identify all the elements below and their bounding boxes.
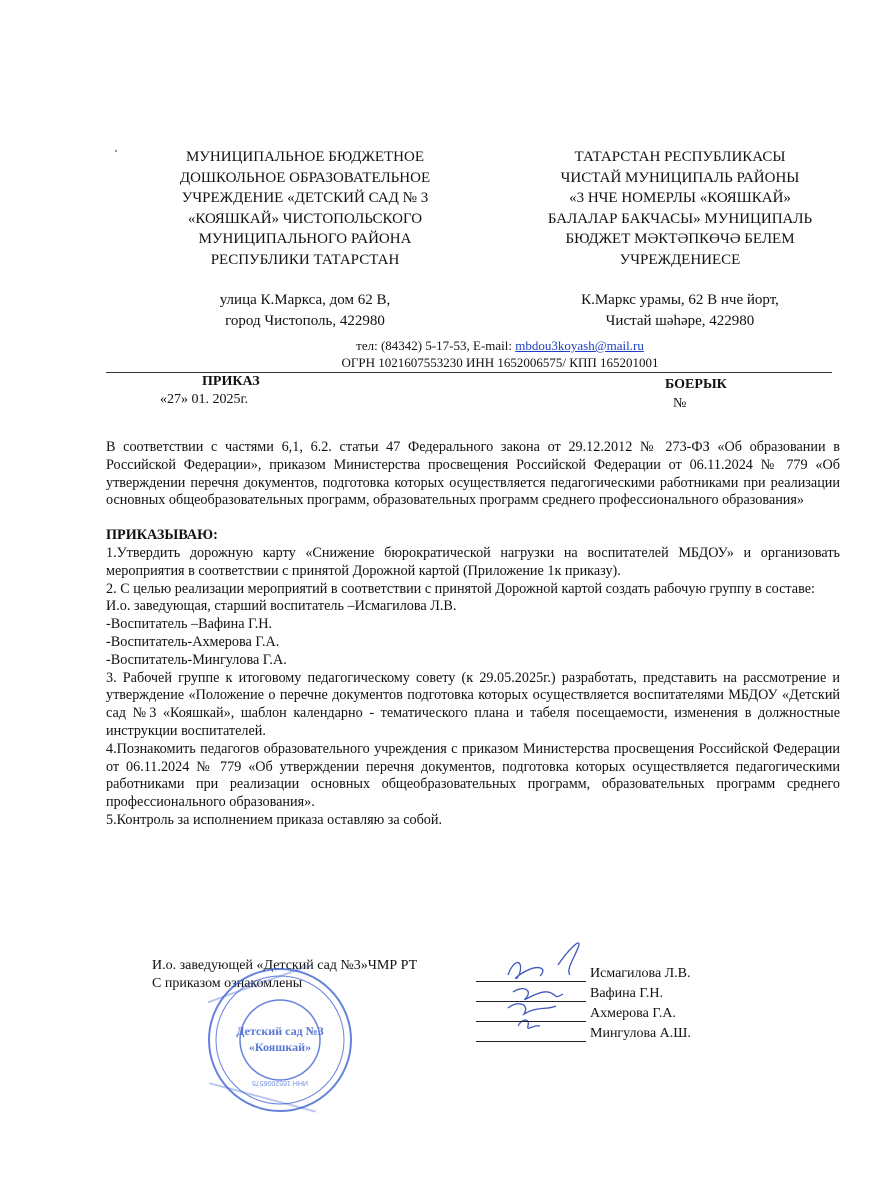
org-name-line: ДОШКОЛЬНОЕ ОБРАЗОВАТЕЛЬНОЕ <box>179 169 431 186</box>
acquainted-list <box>476 962 691 1042</box>
address-line: город Чистополь, 422980 <box>225 312 385 329</box>
org-name-line: «КОЯШКАЙ» ЧИСТОПОЛЬСКОГО <box>187 210 423 227</box>
address-line: улица К.Маркса, дом 62 В, <box>219 292 391 308</box>
signature-line <box>476 985 586 1002</box>
order-heading: ПРИКАЗЫВАЮ: <box>106 527 218 544</box>
order-item: -Воспитатель –Вафина Г.Н. <box>106 616 273 633</box>
signature-row <box>476 982 691 1002</box>
stamp-center-line2: «Кояшкай» <box>248 1040 312 1054</box>
org-name-line: УЧРЕЖДЕНИЕСЕ <box>619 251 741 268</box>
signer-name: Ахмерова Г.А. <box>590 1006 676 1021</box>
order-item: 5.Контроль за исполнением приказа оставляю за собой. <box>106 811 443 828</box>
order-title-tt-block <box>665 375 727 413</box>
scan-speck <box>115 150 117 152</box>
registration-numbers: ОГРН 1021607553230 ИНН 1652006575/ КПП 165201001 <box>341 355 659 370</box>
acquainted-label: С приказом ознакомлены <box>152 976 303 991</box>
email-link[interactable]: mbdou3koyash@mail.ru <box>515 338 644 353</box>
order-item: И.о. заведующая, старший воспитатель –Исмагилова Л.В. <box>106 598 457 615</box>
org-address <box>160 290 450 331</box>
signature-row <box>476 962 691 982</box>
phone-text: тел: (84342) 5-17-53, E-mail: <box>356 338 516 353</box>
order-item: 3. Рабочей группе к итоговому педагогическому совету (к 29.05.2025г.) разработать, представить на рассмотрение и утверждение «Положение о перечне документов подготовка которых осуществляется воспитателями МБДОУ «Детский сад №3 «Кояшкай», шаблон календарно - тематического плана и табеля посещаемости, изменения в должностные инструкции воспитателей. <box>106 669 840 739</box>
order-date: «27» 01. 2025г. <box>160 392 249 407</box>
intro-paragraph: В соответствии с частями 6,1, 6.2. статьи 47 Федерального закона от 29.12.2012 № 273-ФЗ «Об образовании в Российской Федерации», приказом Министерства просвещения Российской Федерации от 06.11.2024 № 779 «Об утверждении перечня документов, подготовка которых осуществляется педагогическими работниками при реализации основных общеобразовательных программ, образовательных программ среднего профессионального образования» <box>106 439 840 509</box>
signature-row <box>476 1002 691 1022</box>
official-stamp <box>205 965 355 1115</box>
signature-line <box>476 1005 586 1022</box>
signer-name: Вафина Г.Н. <box>590 986 663 1001</box>
header-right-org <box>530 147 830 331</box>
stamp-inn: ИНН 1652006575 <box>251 1079 309 1086</box>
order-item: 1.Утвердить дорожную карту «Снижение бюрократической нагрузки на воспитателей МБДОУ» и организовать мероприятия в соответствии с принятой Дорожной картой (Приложение 1к приказу). <box>106 544 840 579</box>
org-name-line: МУНИЦИПАЛЬНОЕ БЮДЖЕТНОЕ <box>185 149 425 165</box>
org-name-line: ЧИСТАЙ МУНИЦИПАЛЬ РАЙОНЫ <box>560 169 800 186</box>
org-name-line: ТАТАРСТАН РЕСПУБЛИКАСЫ <box>574 149 786 165</box>
phone-email-line <box>300 337 700 354</box>
spacer <box>106 510 840 527</box>
address-line: К.Маркс урамы, 62 В нче йорт, <box>581 292 779 308</box>
org-name-line: БАЛАЛАР БАКЧАСЫ» МУНИЦИПАЛЬ <box>547 210 813 227</box>
org-address <box>530 290 830 331</box>
org-name-line: РЕСПУБЛИКИ ТАТАРСТАН <box>210 251 400 268</box>
order-item: 4.Познакомить педагогов образовательного учреждения с приказом Министерства просвещения Российской Федерации от 06.11.2024 № 779 «Об утверждении перечня документов, подготовка которых осуществляется педагогическими работниками при реализации основных общеобразовательных программ, образовательных программ среднего профессионального образования». <box>106 740 840 811</box>
contact-info <box>300 337 700 371</box>
order-body <box>106 439 840 830</box>
header-left-org <box>160 147 450 331</box>
order-item: -Воспитатель-Ахмерова Г.А. <box>106 633 280 650</box>
order-number: № <box>673 396 687 411</box>
order-item: -Воспитатель-Мингулова Г.А. <box>106 651 287 668</box>
order-title-ru: ПРИКАЗ <box>202 374 260 389</box>
order-title-tt: БОЕРЫК <box>665 377 727 392</box>
org-name-line: УЧРЕЖДЕНИЕ «ДЕТСКИЙ САД № 3 <box>181 190 429 206</box>
org-name-line: «3 НЧЕ НОМЕРЛЫ «КОЯШКАЙ» <box>569 190 791 206</box>
signer-name: Исмагилова Л.В. <box>590 966 691 981</box>
order-title-block <box>160 373 260 409</box>
signature-line <box>476 1025 586 1042</box>
signature-line <box>476 965 586 982</box>
signer-name: Мингулова А.Ш. <box>590 1026 691 1041</box>
stamp-center-line1: Детский сад №3 <box>236 1024 324 1038</box>
order-item: 2. С целью реализации мероприятий в соответствии с принятой Дорожной картой создать рабочую группу в составе: <box>106 580 815 597</box>
signature-row <box>476 1022 691 1042</box>
org-name-line: БЮДЖЕТ МӘКТӘПКӨЧӘ БЕЛЕМ <box>565 231 795 247</box>
head-signatory: И.о. заведующей «Детский сад №3»ЧМР РТ <box>152 958 418 973</box>
org-name-line: МУНИЦИПАЛЬНОГО РАЙОНА <box>198 231 412 247</box>
address-line: Чистай шәһәре, 422980 <box>605 312 755 329</box>
